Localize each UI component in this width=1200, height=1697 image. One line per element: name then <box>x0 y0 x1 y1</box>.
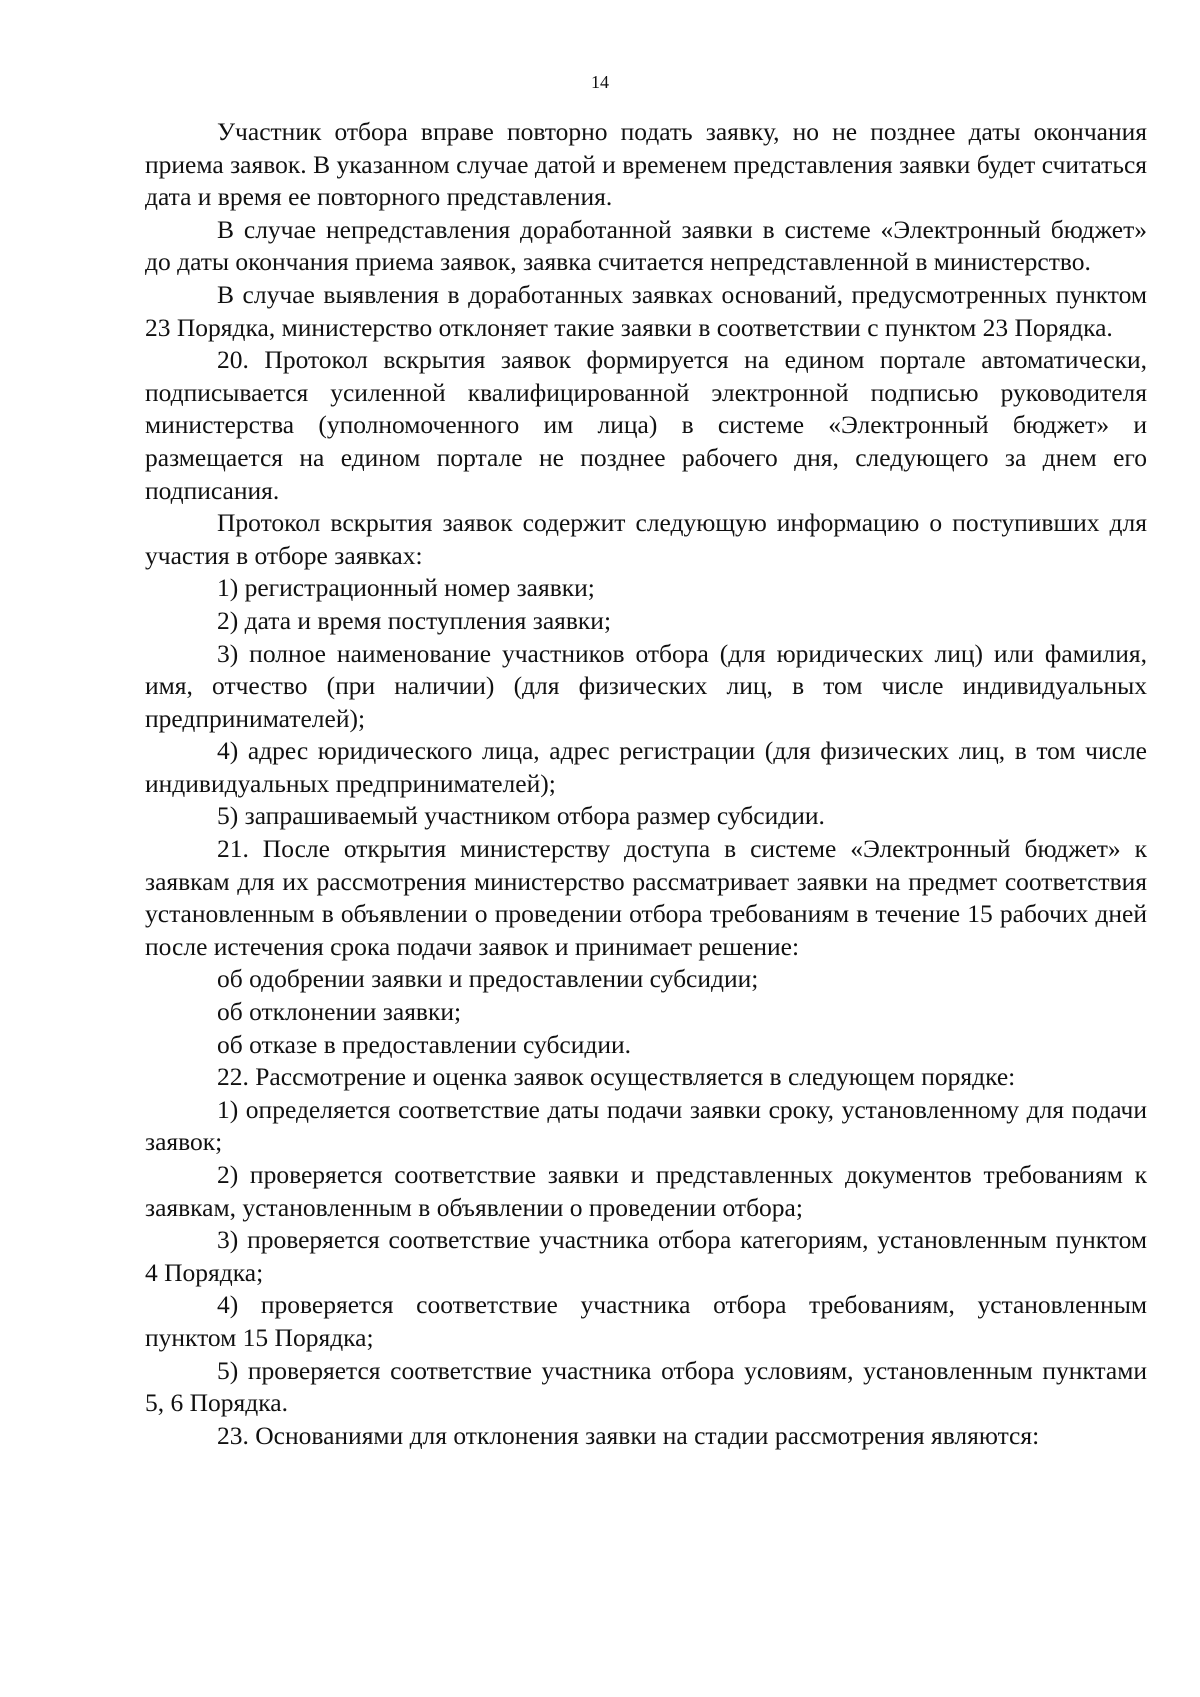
paragraph-rejection-grounds-ref: В случае выявления в доработанных заявках оснований, предусмотренных пунктом 23 Порядка, министерство отклоняет такие заявки в соответствии с пунктом 23 Порядка. <box>145 279 1147 342</box>
list-item-documents-check: 2) проверяется соответствие заявки и представленных документов требованиям к заявкам, установленным в объявлении о проведении отбора; <box>145 1160 1147 1222</box>
list-item-conditions-check: 5) проверяется соответствие участника отбора условиям, установленным пунктами 5, 6 Порядка. <box>145 1355 1147 1418</box>
list-item-date-time: 2) дата и время поступления заявки; <box>217 605 612 635</box>
paragraph-resubmission: Участник отбора вправе повторно подать заявку, но не позднее даты окончания приема заявок. В указанном случае датой и временем представления заявки будет считаться дата и время ее повторного представления. <box>145 117 1147 212</box>
document-body <box>145 116 1147 1452</box>
list-item-requirements-check: 4) проверяется соответствие участника отбора требованиям, установленным пунктом 15 Порядка; <box>145 1290 1147 1352</box>
paragraph-20-protocol: 20. Протокол вскрытия заявок формируется на едином портале автоматически, подписывается усиленной квалифицированной электронной подписью руководителя министерства (уполномоченного им лица) в системе «Электронный бюджет» и размещается на едином портале не позднее рабочего дня, следующего за днем его подписания. <box>145 345 1147 505</box>
decision-refusal: об отказе в предоставлении субсидии. <box>217 1029 632 1059</box>
list-item-full-name: 3) полное наименование участников отбора (для юридических лиц) или фамилия, имя, отчество (при наличии) (для физических лиц, в том числе индивидуальных предпринимателей); <box>145 638 1147 733</box>
list-item-subsidy-amount: 5) запрашиваемый участником отбора размер субсидии. <box>217 801 825 831</box>
list-item-category-check: 3) проверяется соответствие участника отбора категориям, установленным пунктом 4 Порядка; <box>145 1225 1147 1287</box>
paragraph-21-review: 21. После открытия министерству доступа в системе «Электронный бюджет» к заявкам для их рассмотрения министерство рассматривает заявки на предмет соответствия установленным в объявлении о проведении отбора требованиям в течение 15 рабочих дней после истечения срока подачи заявок и принимает решение: <box>145 834 1147 961</box>
paragraph-23-grounds: 23. Основаниями для отклонения заявки на стадии рассмотрения являются: <box>217 1420 1040 1450</box>
decision-rejection: об отклонении заявки; <box>217 997 462 1027</box>
list-item-address: 4) адрес юридического лица, адрес регистрации (для физических лиц, в том числе индивидуальных предпринимателей); <box>145 736 1147 798</box>
decision-approval: об одобрении заявки и предоставлении субсидии; <box>217 964 759 994</box>
page-number: 14 <box>591 72 609 92</box>
paragraph-not-submitted: В случае непредставления доработанной заявки в системе «Электронный бюджет» до даты окончания приема заявок, заявка считается непредставленной в министерство. <box>145 214 1147 277</box>
paragraph-22-procedure: 22. Рассмотрение и оценка заявок осуществляется в следующем порядке: <box>217 1062 1016 1092</box>
list-item-registration-number: 1) регистрационный номер заявки; <box>217 573 595 603</box>
paragraph-protocol-contents: Протокол вскрытия заявок содержит следующую информацию о поступивших для участия в отборе заявках: <box>145 508 1147 570</box>
list-item-date-check: 1) определяется соответствие даты подачи заявки сроку, установленному для подачи заявок; <box>145 1094 1147 1157</box>
